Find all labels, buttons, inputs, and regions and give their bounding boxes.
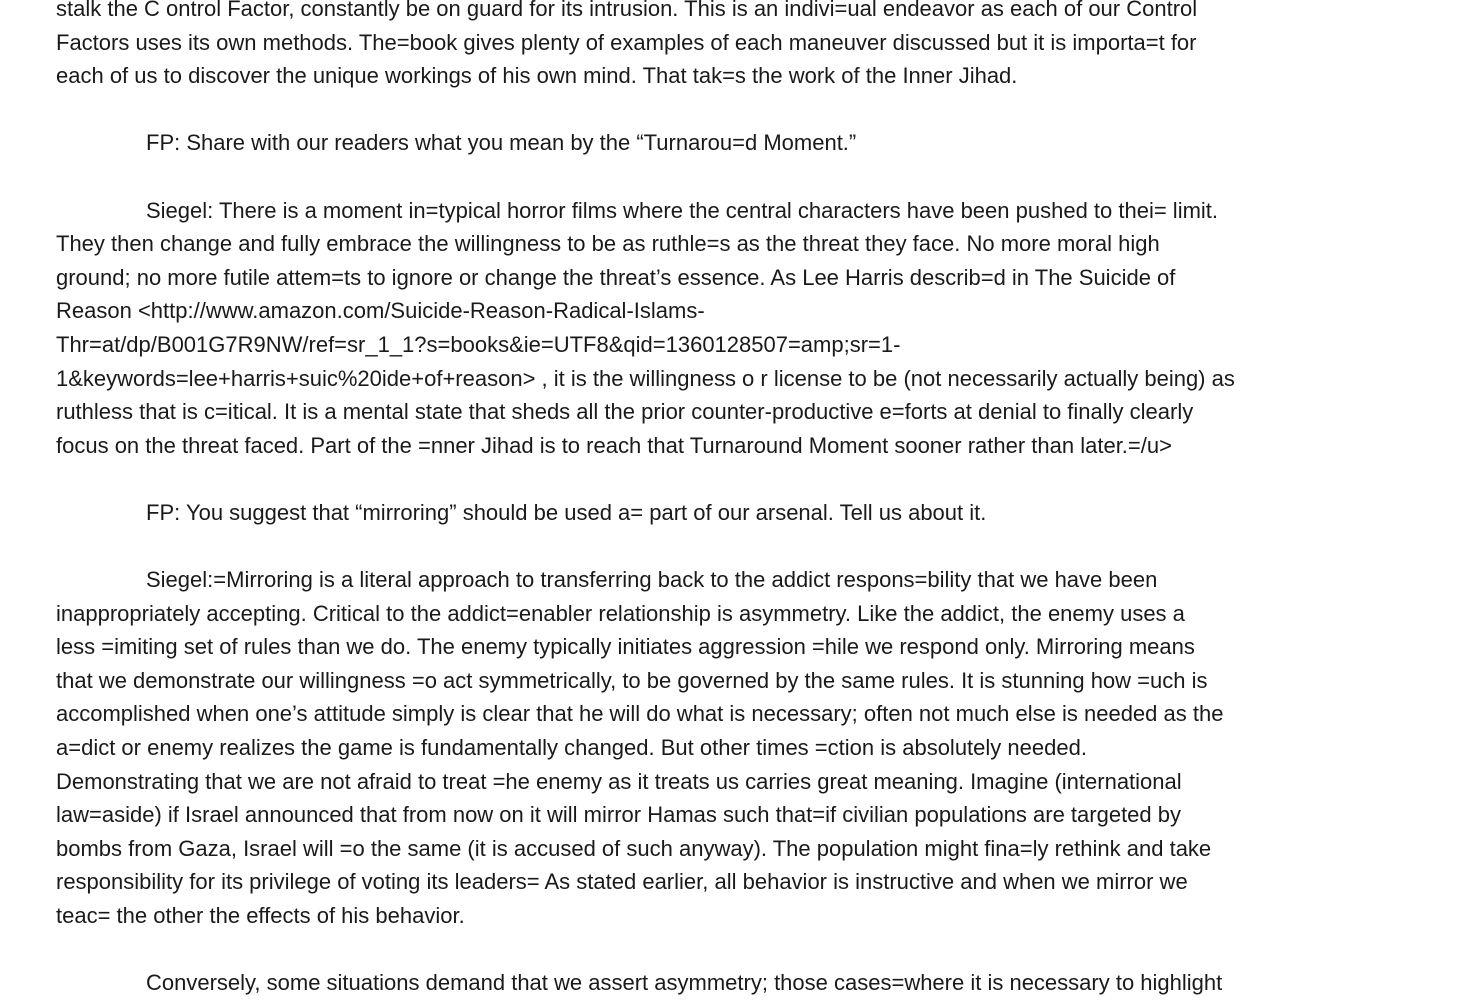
paragraph-spacer — [56, 160, 1401, 194]
text-line: less =imiting set of rules than we do. The enemy typically initiates aggression =hile we respond only. Mirroring means — [56, 634, 1195, 660]
text-line: accomplished when one’s attitude simply is clear that he will do what is necessary; often not much else is needed as the — [56, 701, 1224, 727]
paragraph — [56, 496, 1401, 530]
paragraph — [56, 966, 1401, 1000]
text-line: each of us to discover the unique workings of his own mind. That tak=s the work of the Inner Jihad. — [56, 63, 1018, 89]
text-line: Demonstrating that we are not afraid to treat =he enemy as it treats us carries great meaning. Imagine (international — [56, 768, 1182, 794]
text-line: They then change and fully embrace the willingness to be as ruthle=s as the threat they face. No more moral high — [56, 231, 1160, 257]
text-line: Factors uses its own methods. The=book gives plenty of examples of each maneuver discussed but it is importa=t for — [56, 29, 1197, 55]
text-line: law=aside) if Israel announced that from now on it will mirror Hamas such that=if civilian populations are targeted by — [56, 802, 1181, 828]
text-line: inappropriately accepting. Critical to the addict=enabler relationship is asymmetry. Like the addict, the enemy uses a — [56, 600, 1185, 626]
text-line: FP: You suggest that “mirroring” should be used a= part of our arsenal. Tell us about it. — [146, 499, 987, 525]
paragraph — [56, 126, 1401, 160]
text-line: stalk the C ontrol Factor, constantly be on guard for its intrusion. This is an indivi=ual endeavor as each of our Control — [56, 0, 1198, 21]
document-page — [56, 0, 1401, 1000]
text-line: FP: Share with our readers what you mean by the “Turnarou=d Moment.” — [146, 130, 857, 156]
text-line: Conversely, some situations demand that we assert asymmetry; those cases=where it is necessary to highlight — [146, 970, 1223, 996]
text-line: 1&keywords=lee+harris+suic%20ide+of+reason> , it is the willingness o r license to be (not necessarily actually being) as — [56, 365, 1235, 391]
paragraph-spacer — [56, 530, 1401, 564]
text-line: ruthless that is c=itical. It is a mental state that sheds all the prior counter-productive e=forts at denial to finally clearly — [56, 399, 1194, 425]
paragraph-spacer — [56, 93, 1401, 127]
paragraph — [56, 0, 1401, 93]
text-line: Siegel: There is a moment in=typical horror films where the central characters have been pushed to thei= limit. — [146, 197, 1219, 223]
text-line: responsibility for its privilege of voting its leaders= As stated earlier, all behavior is instructive and when we mirror we — [56, 869, 1188, 895]
text-line: that we demonstrate our willingness =o act symmetrically, to be governed by the same rules. It is stunning how =uch is — [56, 667, 1208, 693]
paragraph-spacer — [56, 933, 1401, 967]
text-line: teac= the other the effects of his behavior. — [56, 903, 465, 929]
text-line: a=dict or enemy realizes the game is fundamentally changed. But other times =ction is absolutely needed. — [56, 735, 1087, 761]
text-line: Reason <http://www.amazon.com/Suicide-Reason-Radical-Islams- — [56, 298, 705, 324]
text-line: Siegel:=Mirroring is a literal approach to transferring back to the addict respons=bility that we have been — [146, 567, 1158, 593]
text-line: ground; no more futile attem=ts to ignore or change the threat’s essence. As Lee Harris describ=d in The Suicide of — [56, 264, 1176, 290]
paragraph-spacer — [56, 462, 1401, 496]
paragraph — [56, 194, 1401, 463]
paragraph — [56, 563, 1401, 933]
text-line: Thr=at/dp/B001G7R9NW/ref=sr_1_1?s=books&ie=UTF8&qid=1360128507=amp;sr=1- — [56, 331, 901, 357]
text-line: bombs from Gaza, Israel will =o the same (it is accused of such anyway). The population might fina=ly rethink and take — [56, 835, 1212, 861]
text-line: focus on the threat faced. Part of the =nner Jihad is to reach that Turnaround Moment sooner rather than later.=/u> — [56, 432, 1172, 458]
